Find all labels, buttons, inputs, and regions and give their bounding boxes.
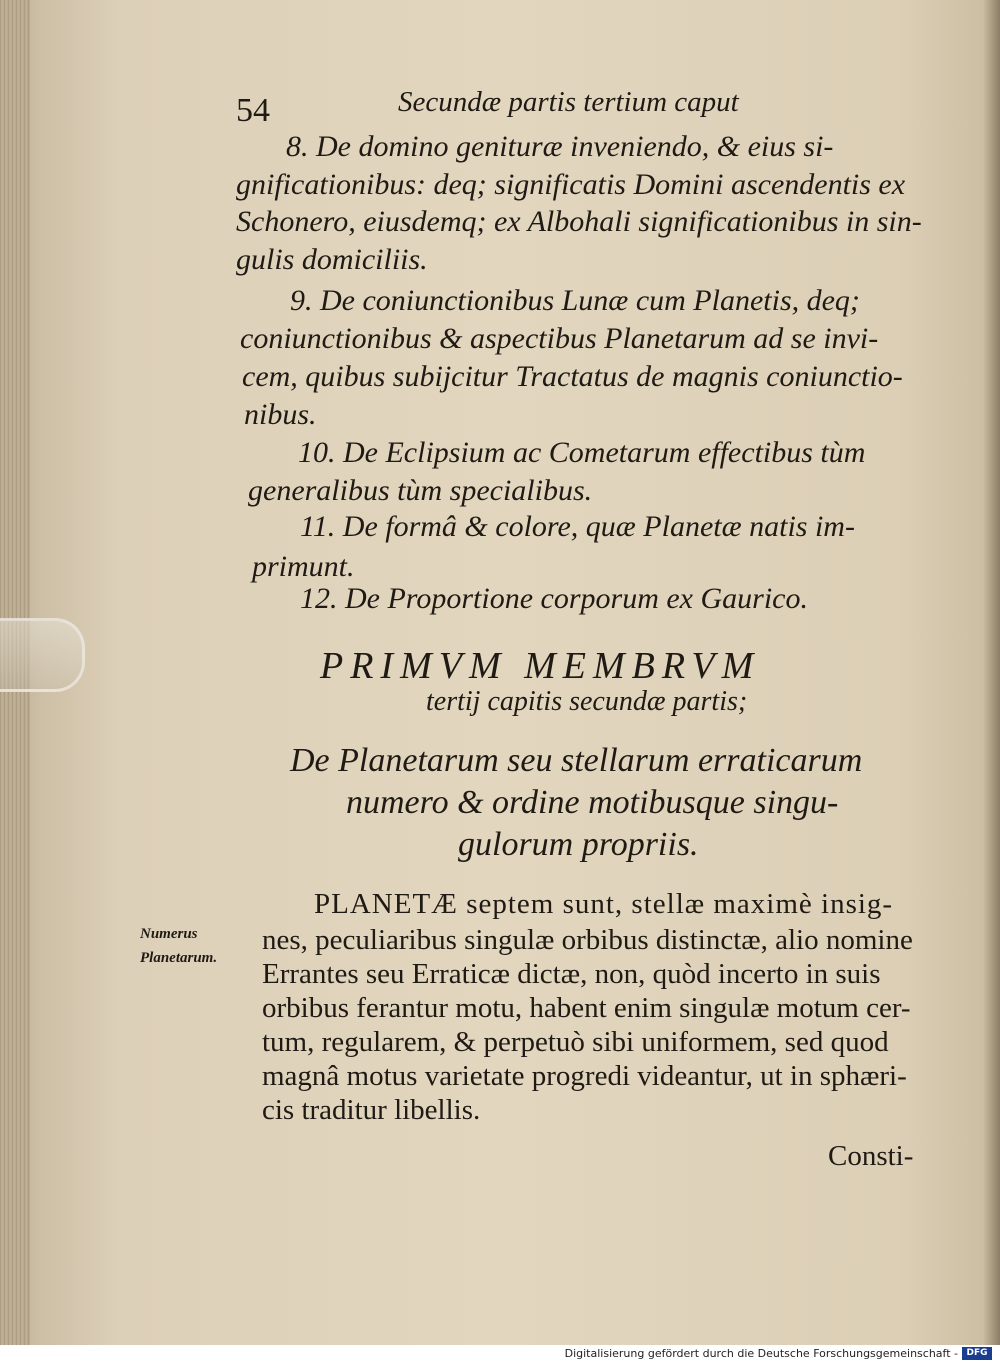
body-line: tum, regularem, & perpetuò sibi uniformem, sed quod <box>262 1026 889 1058</box>
toc-line: primunt. <box>252 550 355 583</box>
section-title-line: numero & ordine motibusque singu- <box>346 784 839 821</box>
catchword: Consti- <box>828 1140 914 1172</box>
page-number: 54 <box>236 92 270 129</box>
toc-line: cem, quibus subijcitur Tractatus de magnis coniunctio- <box>242 360 903 393</box>
margin-note-line: Numerus <box>140 926 198 942</box>
page-clip <box>0 618 85 692</box>
toc-line: gulis domiciliis. <box>236 243 428 276</box>
toc-line: 8. De domino genituræ inveniendo, & eius si- <box>286 130 834 163</box>
toc-line: 11. De formâ & colore, quæ Planetæ natis im- <box>300 510 855 543</box>
toc-line: Schonero, eiusdemq; ex Albohali significationibus in sin- <box>236 205 922 238</box>
body-line: PLANETÆ septem sunt, stellæ maximè insig- <box>314 888 894 920</box>
section-title-line: De Planetarum seu stellarum erraticarum <box>290 742 863 779</box>
dfg-logo: DFG <box>962 1347 992 1360</box>
toc-line: coniunctionibus & aspectibus Planetarum ad se invi- <box>240 322 879 355</box>
body-line: orbibus ferantur motu, habent enim singulæ motum cer- <box>262 992 911 1024</box>
page-gutter <box>984 0 1000 1345</box>
margin-note-line: Planetarum. <box>140 950 218 966</box>
section-subheading: tertij capitis secundæ partis; <box>426 686 748 717</box>
footer-bar <box>0 1345 1000 1362</box>
toc-line: 12. De Proportione corporum ex Gaurico. <box>300 582 808 615</box>
footer-credit: Digitalisierung gefördert durch die Deutsche Forschungsgemeinschaft - <box>564 1347 958 1360</box>
toc-line: 10. De Eclipsium ac Cometarum effectibus tùm <box>298 436 866 469</box>
body-line: nes, peculiaribus singulæ orbibus distinctæ, alio nomine <box>262 924 913 956</box>
toc-line: nibus. <box>244 398 317 431</box>
running-title: Secundæ partis tertium caput <box>398 86 739 118</box>
section-heading: PRIMVM MEMBRVM <box>320 645 761 687</box>
toc-line: generalibus tùm specialibus. <box>248 474 593 507</box>
toc-line: gnificationibus: deq; significatis Domini ascendentis ex <box>236 168 906 201</box>
body-line: magnâ motus varietate progredi videantur, ut in sphæri- <box>262 1060 907 1092</box>
section-title-line: gulorum propriis. <box>458 826 699 863</box>
body-line: cis traditur libellis. <box>262 1094 481 1126</box>
toc-line: 9. De coniunctionibus Lunæ cum Planetis, deq; <box>290 284 860 317</box>
body-line: Errantes seu Erraticæ dictæ, non, quòd incerto in suis <box>262 958 881 990</box>
